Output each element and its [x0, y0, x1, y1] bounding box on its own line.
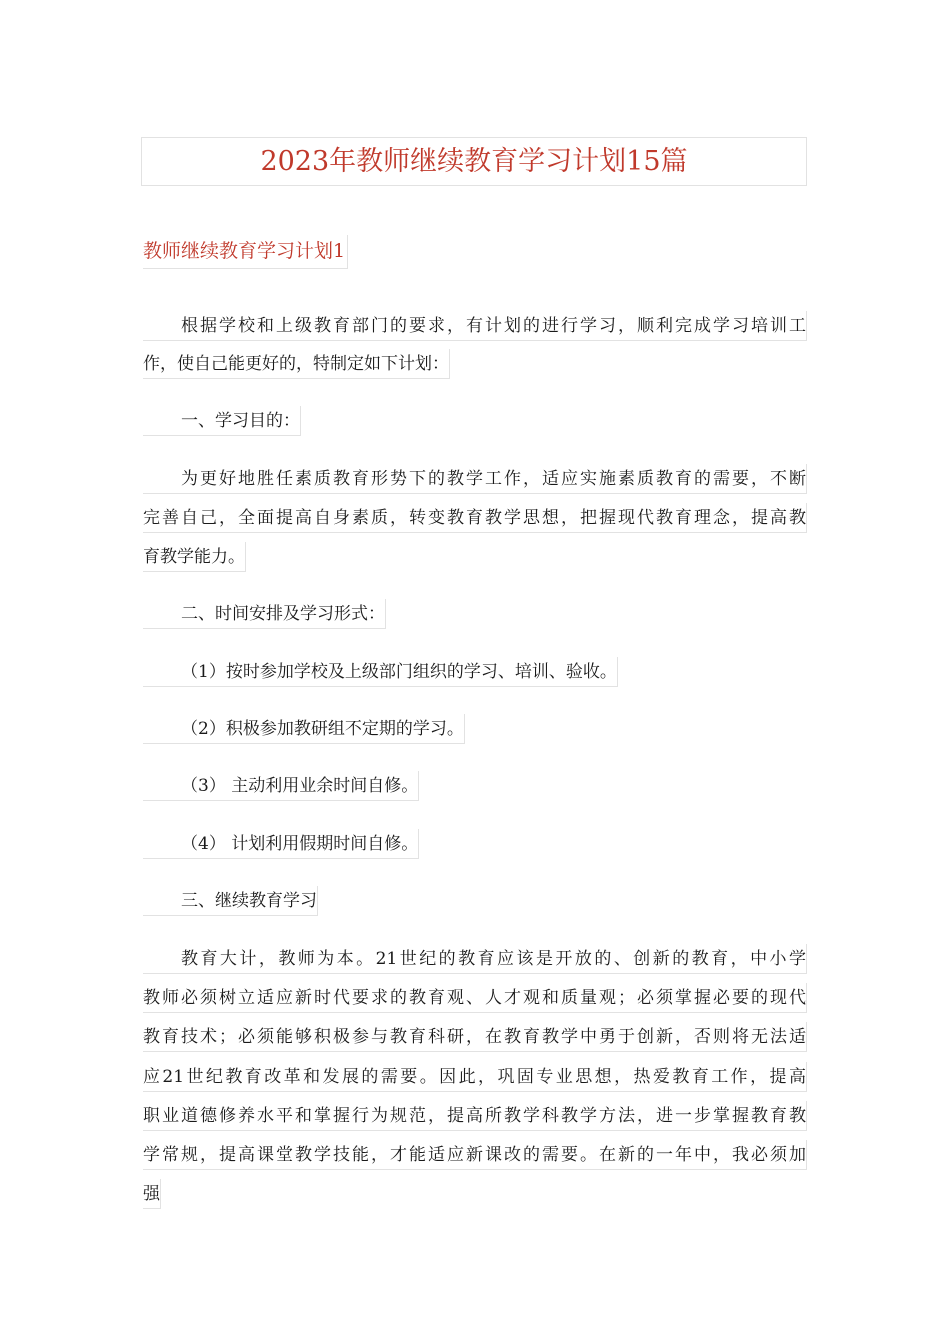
paragraph-line: 教育技术；必须能够积极参与教育科研，在教育教学中勇于创新，否则将无法适 [143, 1022, 807, 1052]
heading-line: 一、学习目的： [143, 406, 301, 436]
paragraph-line: 强 [143, 1179, 161, 1209]
list-item: （2）积极参加教研组不定期的学习。 [143, 714, 465, 744]
list-item: （1）按时参加学校及上级部门组织的学习、培训、验收。 [143, 657, 618, 687]
heading-line: 三、继续教育学习 [143, 886, 318, 916]
paragraph-line: 学常规，提高课堂教学技能，才能适应新课改的需要。在新的一年中，我必须加 [143, 1140, 807, 1170]
paragraph-line: 应21世纪教育改革和发展的需要。因此，巩固专业思想，热爱教育工作，提高 [143, 1062, 807, 1092]
paragraph-line: 育教学能力。 [143, 542, 246, 572]
document-title: 2023年教师继续教育学习计划15篇 [141, 137, 807, 186]
paragraph-line: 为更好地胜任素质教育形势下的教学工作，适应实施素质教育的需要，不断 [143, 464, 807, 494]
heading-line: 二、时间安排及学习形式： [143, 599, 386, 629]
paragraph-line: 完善自己，全面提高自身素质，转变教育教学思想，把握现代教育理念，提高教 [143, 503, 807, 533]
paragraph-line: 根据学校和上级教育部门的要求，有计划的进行学习，顺利完成学习培训工 [143, 311, 807, 341]
paragraph-line: 教育大计，教师为本。21世纪的教育应该是开放的、创新的教育，中小学 [143, 944, 807, 974]
paragraph-line: 教师必须树立适应新时代要求的教育观、人才观和质量观；必须掌握必要的现代 [143, 983, 807, 1013]
list-item: （3） 主动利用业余时间自修。 [143, 771, 419, 801]
section-title: 教师继续教育学习计划1 [143, 235, 348, 269]
paragraph-line: 作，使自己能更好的，特制定如下计划： [143, 349, 450, 379]
paragraph-line: 职业道德修养水平和掌握行为规范，提高所教学科教学方法，进一步掌握教育教 [143, 1101, 807, 1131]
list-item: （4） 计划利用假期时间自修。 [143, 829, 419, 859]
